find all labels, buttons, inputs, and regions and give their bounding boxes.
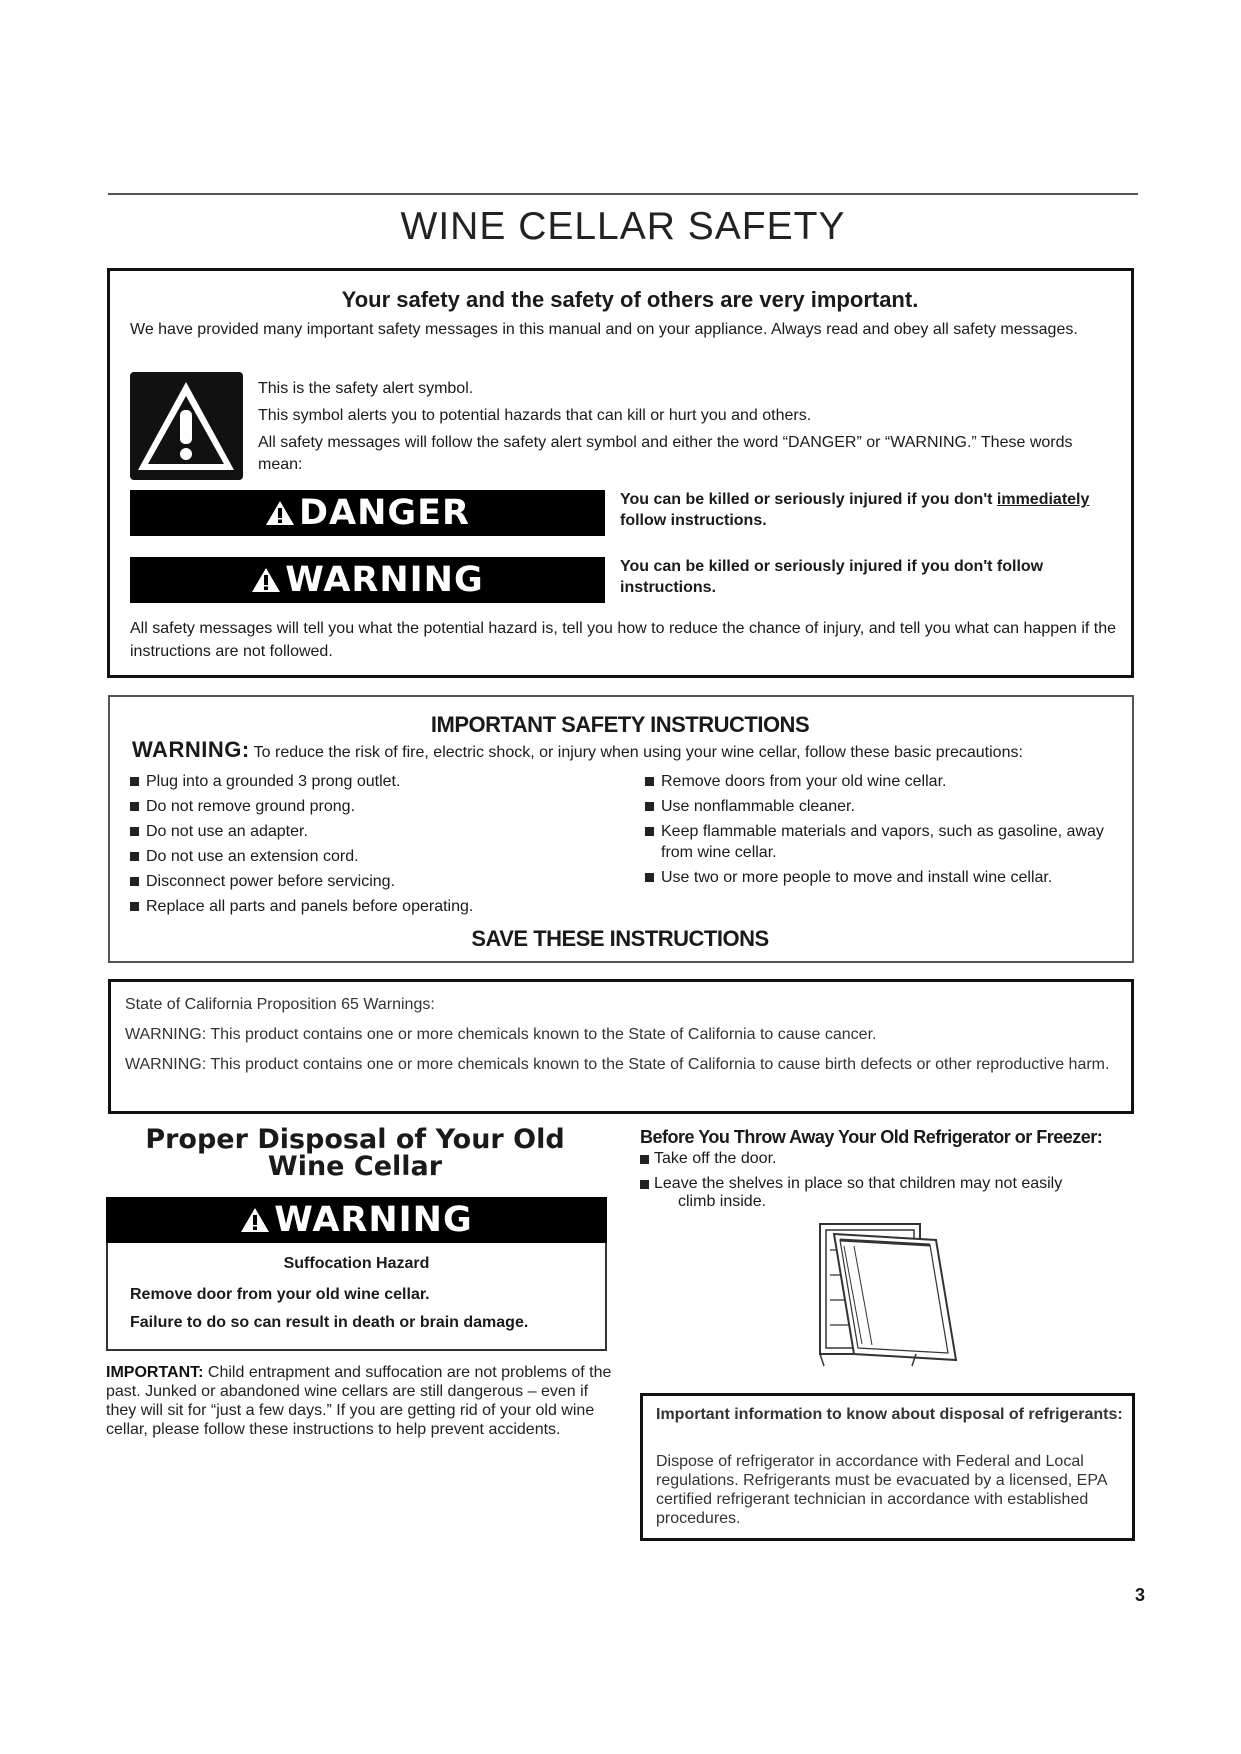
alert-line: This symbol alerts you to potential hazards that can kill or hurt you and others. [258, 407, 812, 424]
hazard-instruction: Remove door from your old wine cellar. [130, 1286, 430, 1303]
danger-meaning: You can be killed or seriously injured if you don't immediately follow instructions. [620, 491, 1090, 529]
warning-label: WARNING [285, 560, 484, 600]
prop65-title: State of California Proposition 65 Warnings: [125, 996, 435, 1013]
instructions-heading: IMPORTANT SAFETY INSTRUCTIONS [430, 712, 810, 737]
prop65-warning: WARNING: This product contains one or more chemicals known to the State of California to cause cancer. [125, 1026, 877, 1043]
warning-triangle-icon [251, 566, 281, 594]
warning-triangle-icon [240, 1206, 270, 1234]
list-item: Use nonflammable cleaner. [645, 796, 1125, 817]
hazard-consequence: Failure to do so can result in death or brain damage. [130, 1314, 529, 1331]
before-throw-heading: Before You Throw Away Your Old Refrigerator or Freezer: [640, 1127, 1103, 1147]
safety-footer: All safety messages will tell you what the potential hazard is, tell you how to reduce the chance of injury, and tell you what can happen if the instructions are not followed. [130, 620, 1117, 660]
save-instructions-heading: SAVE THESE INSTRUCTIONS [471, 926, 769, 951]
warning-meaning: You can be killed or seriously injured if you don't follow instructions. [620, 558, 1044, 596]
instructions-warning [132, 737, 1132, 763]
before-throw-list [640, 1150, 1120, 1218]
warning-label: WARNING: [132, 737, 250, 762]
wine-cellar-illustration [810, 1220, 970, 1370]
warning-text: To reduce the risk of fire, electric shock, or injury when using your wine cellar, follow these basic precautions: [253, 744, 1023, 761]
important-paragraph: IMPORTANT: Child entrapment and suffocation are not problems of the past. Junked or abandoned wine cellars are still dangerous – even if they will sit for “just a few days.” If you are getting rid of your old wine cellar, please follow these instructions to help prevent accidents. [106, 1364, 612, 1438]
emphasis-word: immediately [996, 491, 1090, 508]
danger-label: DANGER [298, 493, 471, 533]
list-item: Leave the shelves in place so that children may not easily climb inside. [640, 1175, 1120, 1211]
list-item: Do not use an adapter. [130, 821, 590, 842]
page-number: 3 [1134, 1585, 1145, 1605]
list-item: Keep flammable materials and vapors, such as gasoline, away from wine cellar. [645, 821, 1125, 863]
list-item: Replace all parts and panels before operating. [130, 896, 590, 917]
safety-heading: Your safety and the safety of others are very important. [341, 287, 919, 312]
alert-line: All safety messages will follow the safety alert symbol and either the word “DANGER” or “WARNING.” These words mean: [258, 434, 1073, 473]
disposal-heading: Proper Disposal of Your Old Wine Cellar [145, 1124, 565, 1182]
list-item: Disconnect power before servicing. [130, 871, 590, 892]
warning-signal-bar [106, 1197, 607, 1243]
safety-alert-icon [130, 372, 243, 480]
list-item: Do not remove ground prong. [130, 796, 590, 817]
list-item: Take off the door. [640, 1150, 1120, 1168]
hazard-title: Suffocation Hazard [283, 1255, 430, 1272]
top-rule [108, 193, 1138, 195]
list-item: Remove doors from your old wine cellar. [645, 771, 1125, 792]
page-title: WINE CELLAR SAFETY [400, 205, 846, 248]
list-item: Plug into a grounded 3 prong outlet. [130, 771, 590, 792]
refrigerant-text: Dispose of refrigerator in accordance with Federal and Local regulations. Refrigerants must be evacuated by a licensed, EPA certified refrigerant technician in accordance with established procedures. [656, 1453, 1107, 1527]
warning-triangle-icon [265, 499, 295, 527]
precautions-left-list [130, 771, 590, 921]
precautions-right-list [645, 771, 1125, 892]
safety-intro: We have provided many important safety messages in this manual and on your appliance. Always read and obey all safety messages. [130, 321, 1078, 338]
alert-line: This is the safety alert symbol. [258, 380, 474, 397]
important-label: IMPORTANT: [106, 1364, 204, 1381]
refrigerant-title: Important information to know about disposal of refrigerants: [656, 1406, 1123, 1423]
prop65-text [125, 995, 1120, 1085]
warning-signal-bar [130, 557, 605, 603]
list-item: Do not use an extension cord. [130, 846, 590, 867]
list-item: Use two or more people to move and install wine cellar. [645, 867, 1125, 888]
prop65-warning: WARNING: This product contains one or more chemicals known to the State of California to cause birth defects or other reproductive harm. [125, 1056, 1110, 1073]
warning-label: WARNING [274, 1200, 473, 1240]
alert-symbol-explanation [258, 378, 1118, 481]
danger-signal-bar [130, 490, 605, 536]
